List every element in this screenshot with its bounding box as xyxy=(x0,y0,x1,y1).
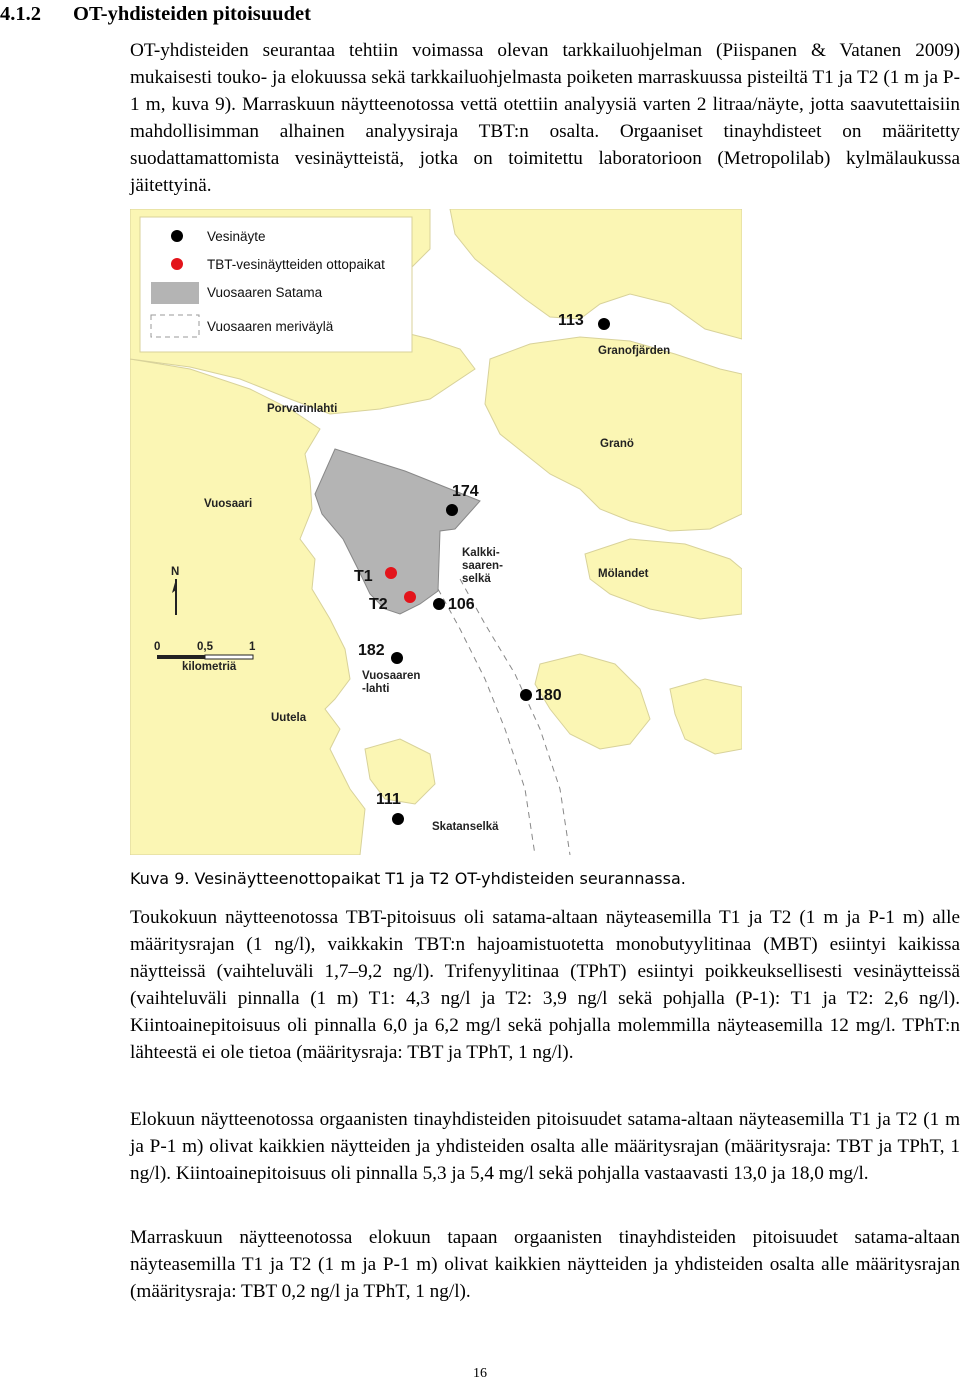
svg-text:174: 174 xyxy=(452,483,479,500)
label-kalkki-1: Kalkki- xyxy=(462,547,500,559)
section-number: 4.1.2 xyxy=(0,3,41,25)
svg-text:N: N xyxy=(171,566,180,578)
label-kalkki-3: selkä xyxy=(462,573,491,585)
svg-text:kilometriä: kilometriä xyxy=(182,661,237,673)
map-legend xyxy=(140,217,412,352)
label-vuosaaren-lahti-1: Vuosaaren xyxy=(362,670,421,682)
paragraph-november: Marraskuun näytteenotossa elokuun tapaan orgaanisten tinayhdisteiden pitoisuudet satama-altaan näyteasemilla T1 ja T2 (1 m ja P-1 m) olivat kaikkien näytteiden ja yhdisteiden osalta alle määritysrajan (määritysraja: TBT 0,2 ng/l ja TPhT, 1 ng/l). xyxy=(130,1227,960,1302)
paragraph-intro: OT-yhdisteiden seurantaa tehtiin voimassa olevan tarkkailuohjelman (Piispanen & Vatanen 2009) mukaisesti touko- ja elokuussa sekä tarkkailuohjelmasta poiketen marraskuussa pisteiltä T1 ja T2 (1 m ja P-1 m, kuva 9). Marraskuun näytteenotossa vettä otettiin analyysiä varten 2 litraa/näyte, jotta saavutettaisiin mahdollisimman alhainen analyysiraja TBT:n osalta. Orgaaniset tinayhdisteet on määritetty suodattamattomista vesinäytteistä, jotka on toimitettu laboratorioon (Metropolilab) kylmälaukussa jäitettyinä. xyxy=(130,40,960,196)
label-grano: Granö xyxy=(600,438,634,450)
svg-text:T1: T1 xyxy=(354,568,373,585)
section-heading xyxy=(0,0,960,28)
legend-fairway: Vuosaaren meriväylä xyxy=(207,319,334,334)
svg-text:111: 111 xyxy=(376,791,401,808)
svg-text:0,5: 0,5 xyxy=(197,641,213,653)
legend-sample-dot xyxy=(171,230,183,242)
label-molandet: Mölandet xyxy=(598,568,649,580)
figure-caption: Kuva 9. Vesinäytteenottopaikat T1 ja T2 OT-yhdisteiden seurannassa. xyxy=(130,869,686,888)
svg-text:T2: T2 xyxy=(369,596,388,613)
section-title: OT-yhdisteiden pitoisuudet xyxy=(73,3,311,25)
svg-text:182: 182 xyxy=(358,642,385,659)
label-uutela: Uutela xyxy=(271,712,307,724)
label-vuosaaren-lahti-2: -lahti xyxy=(362,683,390,695)
svg-text:113: 113 xyxy=(558,312,584,329)
svg-text:180: 180 xyxy=(535,687,562,704)
legend-tbt-dot xyxy=(171,258,183,270)
legend-tbt-sites: TBT-vesinäytteiden ottopaikat xyxy=(207,257,385,272)
paragraph-may: Toukokuun näytteenotossa TBT-pitoisuus oli satama-altaan näyteasemilla T1 ja T2 (1 m ja P-1 m) alle määritysrajan (1 ng/l), vaikkakin TBT:n hajoamistuotetta monobutyylitinaa (MBT) esiintyi kaikissa näytteissä (vaihteluväli 1,7–9,2 ng/l). Trifenyylitinaa (TPhT) esiintyi poikkeuksellisesti vesinäytteissä (vaihteluväli pinnalla (1 m) T1: 4,3 ng/l ja T2: 3,9 ng/l sekä pohjalla (P-1): T1 ja T2: 2,6 ng/l). Kiintoainepitoisuus oli pinnalla 6,0 ja 6,2 mg/l sekä pohjalla molemmilla näyteasemilla 12 mg/l. TPhT:n lähteestä ei ole tietoa (määritysraja: TBT ja TPhT, 1 ng/l). xyxy=(130,907,960,1063)
label-skatanselka: Skatanselkä xyxy=(432,821,499,833)
sampling-map xyxy=(130,209,742,855)
svg-text:1: 1 xyxy=(249,641,256,653)
label-porvarinlahti: Porvarinlahti xyxy=(267,403,338,415)
svg-text:106: 106 xyxy=(448,596,475,613)
svg-text:0: 0 xyxy=(154,641,161,653)
paragraph-august: Elokuun näytteenotossa orgaanisten tinayhdisteiden pitoisuudet satama-altaan näyteasemilla T1 ja T2 (1 m ja P-1 m) olivat kaikkien näytteiden ja yhdisteiden osalta alle määritysrajan (määritysraja: TBT ja TPhT, 1 ng/l). Kiintoainepitoisuus oli pinnalla 5,3 ja 5,4 mg/l sekä pohjalla vastaavasti 13,0 ja 18,0 mg/l. xyxy=(130,1109,960,1184)
label-kalkki-2: saaren- xyxy=(462,560,503,572)
legend-water-sample: Vesinäyte xyxy=(207,229,266,244)
label-vuosaari: Vuosaari xyxy=(204,498,253,510)
legend-harbour-swatch xyxy=(151,282,199,304)
label-granofjarden: Granofjärden xyxy=(598,345,671,357)
legend-harbour: Vuosaaren Satama xyxy=(207,285,323,300)
page-number: 16 xyxy=(473,1366,487,1381)
